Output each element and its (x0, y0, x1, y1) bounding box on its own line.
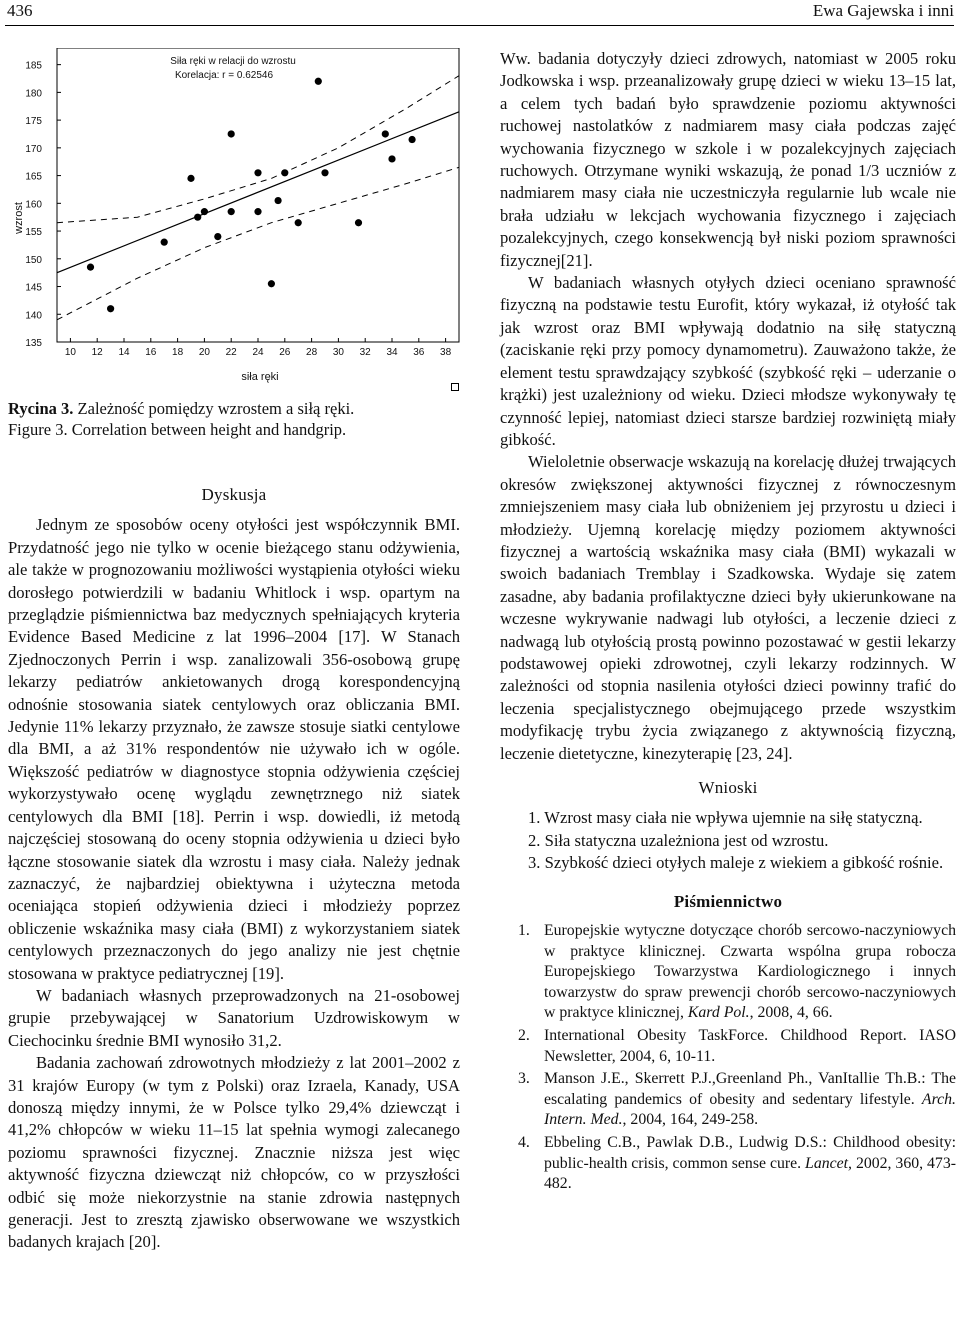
data-point (295, 219, 302, 226)
data-point (194, 214, 201, 221)
data-point (409, 136, 416, 143)
reference-item (500, 1026, 956, 1067)
right-column (500, 48, 956, 1197)
chart-title: Siła ręki w relacji do wzrostu (170, 56, 296, 67)
reference-text: Ebbeling C.B., Pawlak D.B., Ludwig D.S.: Childhood obesity: public-health crisis, common sense cure. (544, 1133, 956, 1172)
caption-english: Figure 3. Correlation between height and handgrip. (8, 420, 347, 439)
data-point (228, 130, 235, 137)
reference-details: , 2004, 164, 249-258. (622, 1111, 759, 1129)
references-list (500, 921, 956, 1195)
y-tick-label: 150 (25, 254, 42, 266)
x-tick-label: 16 (145, 347, 157, 358)
discussion-paragraph: W badaniach własnych przeprowadzonych na 21-osobowej grupie przebywającej w Sanatorium Uzdrowiskowym w Ciechocinku średnie BMI wynosiło 31,2. (8, 985, 460, 1050)
discussion-section (8, 484, 460, 1254)
reference-details: 2002, 360, 473-482. (544, 1154, 956, 1193)
y-axis-label: wzrost (13, 202, 25, 234)
y-tick-label: 185 (25, 60, 42, 72)
data-point (87, 264, 94, 271)
page-number: 436 (7, 1, 33, 20)
end-of-figure-marker (451, 383, 459, 391)
running-head (5, 0, 954, 26)
data-point (214, 233, 221, 240)
reference-number: 2. (518, 1027, 530, 1044)
plot-frame (57, 48, 459, 342)
x-tick-label: 36 (413, 347, 425, 358)
y-tick-label: 175 (25, 116, 42, 128)
x-tick-label: 34 (386, 347, 398, 358)
reference-number: 4. (518, 1133, 530, 1151)
conclusion-item: 2. Siła statyczna uzależniona jest od wzrostu. (528, 830, 829, 850)
discussion-paragraph: Jednym ze sposobów oceny otyłości jest współczynnik BMI. Przydatność jego nie tylko w ocenie bieżącego stanu odżywienia, ale także w prognozowaniu możliwości wystąpienia otyłości wieku dorosłego potwierdzili w badaniu Whitlock i wsp. opartym na przeglądzie piśmiennictwa baz medycznych spełniających kryteria Evidence Based Medicine z lat 1996–2004 [17]. W Stanach Zjednoczonych Perrin i wsp. zanalizowali 356-osobową grupę lekarzy pediatrów ankietowanych drogą korespondencyjną odnośnie stosowania siatek centylowych oraz obliczania BMI. Jedynie 11% lekarzy przyznało, że zawsze stosuje siatki centylowe dla BMI, a aż 31% respondentów nie używało ich w ogóle. Większość pediatrów w diagnostyce stopnia odżywienia częściej wykorzystywało ocenę wyglądu zewnętrznego niż siatek centylowych dla BMI [18]. Perrin i wsp. dowiedli, iż metodą najczęściej stosowaną do oceny stopnia odżywienia u dzieci było łączne stosowanie siatek dla wzrostu i masy ciała. Należy jednak zaznaczyć, że najbardziej obiektywna i użyteczna metoda oceniająca stopień odżywienia dzieci i młodzieży poprzez obliczenie wskaźnika masy ciała (BMI) z wykorzystaniem siatek centylowych przeznaczonych do jego analizy nie jest chętnie stosowana w praktyce pediatrycznej [19]. (8, 515, 460, 983)
x-tick-label: 30 (332, 347, 344, 358)
y-tick-label: 155 (25, 227, 42, 239)
x-tick-label: 32 (359, 347, 371, 358)
chart-subtitle: Korelacja: r = 0.62546 (174, 70, 274, 81)
confidence-band-lower (57, 167, 459, 319)
reference-item (500, 1069, 956, 1131)
height-handgrip-scatter-chart (0, 48, 470, 398)
y-tick-label: 135 (25, 338, 42, 349)
data-point (228, 208, 235, 215)
discussion-heading: Dyskusja (201, 485, 267, 504)
running-authors: Ewa Gajewska i inni (812, 1, 954, 20)
data-point (254, 169, 261, 176)
x-tick-label: 12 (91, 347, 103, 358)
figure-caption (8, 398, 460, 440)
y-tick-label: 180 (25, 88, 42, 100)
x-tick-label: 28 (306, 347, 318, 358)
data-point (281, 169, 288, 176)
reference-item (500, 921, 956, 1024)
x-axis-label: siła ręki (241, 371, 279, 383)
data-point (201, 208, 208, 215)
x-tick-label: 24 (252, 347, 264, 358)
data-point (355, 219, 362, 226)
data-point (321, 169, 328, 176)
reference-journal: Lancet, (805, 1154, 852, 1172)
x-tick-label: 26 (279, 347, 291, 358)
reference-details: , 2008, 4, 66. (749, 1004, 833, 1022)
reference-journal: Kard Pol. (687, 1004, 750, 1022)
reference-journal: Arch. Intern. Med. (544, 1090, 956, 1129)
body-paragraph: Ww. badania dotyczyły dzieci zdrowych, natomiast w 2005 roku Jodkowska i wsp. przeanalizowały grupę dzieci w wieku 13–15 lat, a celem tych badań było sprawdzenie poziomu aktywności ruchowej nastolatków z nadmiarem masy ciała podczas zajęć wychowania fizycznego w szkole i w pozalekcyjnych zajęciach ruchowych. Otrzymane wyniki wskazują, że ponad 1/3 uczniów z nadmiarem masy ciała nie uczestniczyła regularnie lub wcale nie brała udziału w lekcjach wychowania fizycznego i zajęciach pozalekcyjnych, czego konsekwencją był niski poziom sprawności fizycznej[21]. (500, 49, 956, 270)
conclusions-list (500, 807, 956, 874)
caption-polish (8, 398, 460, 419)
reference-number: 1. (518, 922, 530, 940)
data-point (161, 239, 168, 246)
reference-text: Europejskie wytyczne dotyczące chorób sercowo-naczyniowych w praktyce klinicznej. Czwarta wspólna grupa robocza Europejskiego Towarzystwa Kardiologicznego i innych towarzystw do spraw prewencji chorób sercowo-naczyniowych w praktyce klinicznej, (544, 922, 956, 1022)
caption-polish-text: Zależność pomiędzy wzrostem a siłą ręki. (77, 399, 355, 418)
confidence-band-upper (57, 76, 459, 223)
data-point (275, 197, 282, 204)
y-tick-label: 140 (25, 310, 42, 322)
reference-text: International Obesity TaskForce. Childhood Report. IASO Newsletter, 2004, 6, 10-11. (544, 1027, 956, 1065)
reference-text: Manson J.E., Skerrett P.J.,Greenland Ph., VanItallie Th.B.: The escalating pandemics of obesity and sedentary lifestyle. (544, 1070, 956, 1108)
reference-item (500, 1133, 956, 1195)
data-point (315, 78, 322, 85)
data-point (388, 155, 395, 162)
x-tick-label: 22 (225, 347, 237, 358)
body-paragraph: Wieloletnie obserwacje wskazują na korelację dłużej trwających okresów zwiększonej aktywności fizycznej z równoczesnym zmniejszeniem masy ciała lub obniżeniem jej przyrostu u dzieci i młodzieży. Ujemną korelację między poziomem aktywności fizycznej a wartością wskaźnika masy ciała (BMI) wykazali w swoich badaniach Tremblay i Szadkowska. Wydaje się zatem zasadne, aby badania profilaktyczne dzieci były ukierunkowane na wczesne wykrywanie nadwagi lub otyłości, a leczenie dzieci z nadwagą lub otyłością prostą powinno pozostawać w gestii lekarzy podstawowej opieki zdrowotnej, czyli lekarzy rodzinnych. W zależności od stopnia nasilenia otyłości dzieci powinny trafić do leczenia specjalistycznego obejmującego przede wszystkim modyfikację trybu życia związanego z aktywnością fizyczną, leczenie dietetyczne, kinezyterapię [23, 24]. (500, 452, 956, 763)
y-tick-label: 170 (25, 143, 42, 155)
y-tick-labels (25, 61, 61, 349)
y-tick-label: 165 (25, 171, 42, 183)
data-point (187, 175, 194, 182)
data-point (382, 130, 389, 137)
x-tick-label: 14 (118, 347, 130, 358)
x-tick-label: 18 (172, 347, 184, 358)
data-point (107, 305, 114, 312)
x-tick-labels (65, 338, 452, 358)
conclusions-heading: Wnioski (698, 778, 758, 797)
x-tick-label: 10 (64, 347, 76, 358)
x-tick-label: 38 (440, 347, 452, 358)
discussion-paragraph: Badania zachowań zdrowotnych młodzieży z lat 2001–2002 z 31 krajów Europy (w tym z Polski) oraz Izraela, Kanady, USA donoszą między innymi, że w Polsce tylko 29,4% dziewcząt i 41,2% chłopców w wieku 11–15 lat spełnia wymogi zalecanego poziomu sprawności fizycznej. Znacznie niższa jest więc aktywność fizyczna dziewcząt niż chłopców, co w przyszłości odbić się może niekorzystnie na stanie zdrowia następnych generacji. Jest to zresztą zjawisko obserwowane we wszystkich badanych krajach [20]. (8, 1053, 460, 1252)
data-point (268, 280, 275, 287)
y-tick-label: 160 (25, 199, 42, 211)
conclusion-item: 3. Szybkość dzieci otyłych maleje z wiekiem a gibkość rośnie. (528, 853, 944, 873)
regression-line (57, 112, 459, 273)
reference-number: 3. (518, 1070, 530, 1088)
conclusion-item: 1. Wzrost masy ciała nie wpływa ujemnie na siłę statyczną. (528, 808, 923, 828)
caption-label: Rycina 3. (8, 399, 74, 418)
references-heading: Piśmiennictwo (673, 891, 783, 911)
body-paragraph: W badaniach własnych otyłych dzieci oceniano sprawność fizyczną na podstawie testu Eurofit, który wykazał, iż otyłość tak jak wzrost oraz BMI wpływają dodatnio na siłę statyczną (zaciskanie ręki przy pomocy dynamometru). Zauważono także, że element testu sprawdzający szybkość (szybkość ręki – uderzanie o krążki) jest uzależniony od wieku. Dzieci młodsze wykonywały tę czynność lepiej, natomiast dzieci starsze bardziej rozwiniętą miały gibkość. (500, 273, 956, 449)
y-tick-label: 145 (25, 282, 42, 294)
x-tick-label: 20 (198, 347, 210, 358)
data-point (254, 208, 261, 215)
